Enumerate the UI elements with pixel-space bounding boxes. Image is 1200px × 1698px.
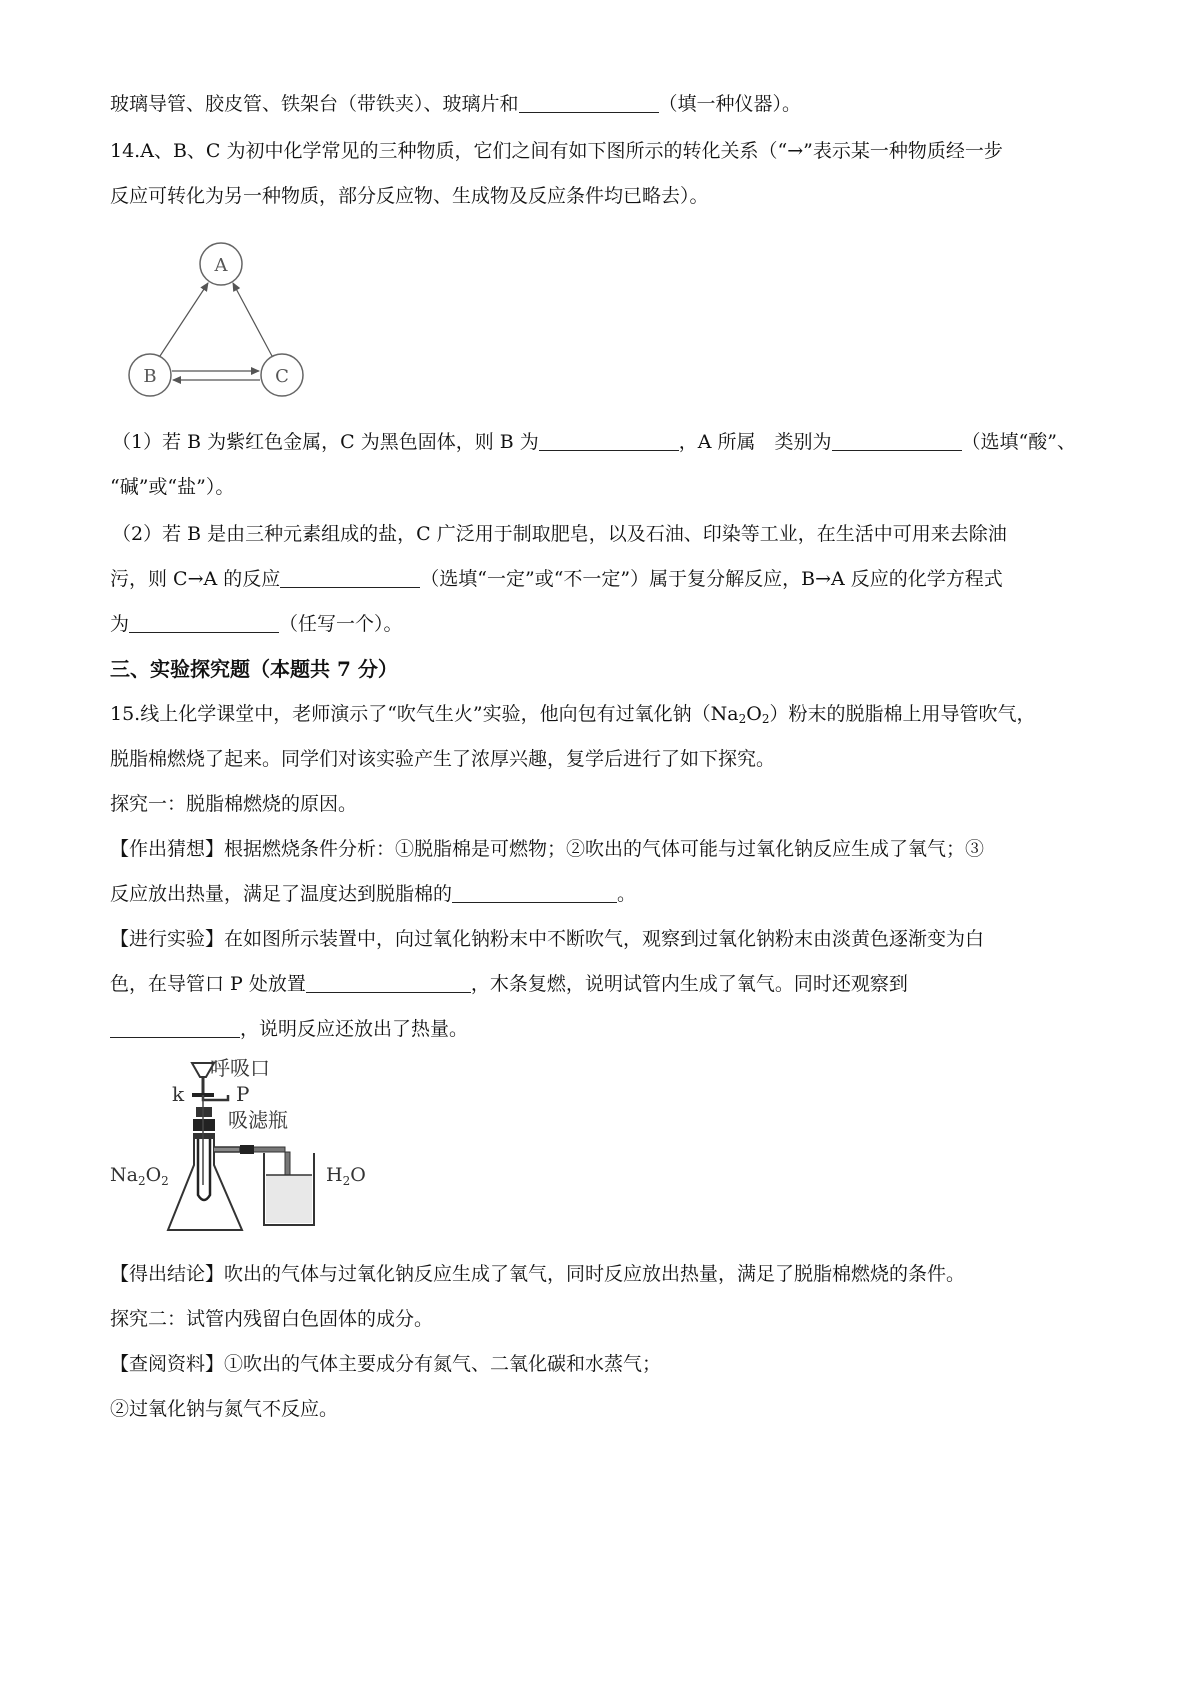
node-a (200, 243, 242, 285)
node-c-label: C (275, 366, 289, 387)
arrow-b-to-a (160, 283, 208, 356)
q14-intro-line1: 14.A、B、C 为初中化学常见的三种物质，它们之间有如下图所示的转化关系（“→”表示某一种物质经一步 (110, 140, 1003, 162)
node-b-label: B (143, 366, 157, 387)
answer-blank[interactable] (306, 972, 471, 993)
flask-neck (193, 1133, 215, 1139)
q15-intro-line1 (110, 700, 1100, 733)
q14-part1-line2: “碱”或“盐”）。 (110, 476, 235, 498)
q15-intro-post: ）粉末的脱脂棉上用导管吹气， (769, 703, 1036, 725)
q13-text-pre: 玻璃导管、胶皮管、铁架台（带铁夹）、玻璃片和 (110, 93, 519, 115)
q15-exp-line1: 【进行实验】在如图所示装置中，向过氧化钠粉末中不断吹气，观察到过氧化钠粉末由淡黄色逐渐变为白 (110, 928, 985, 950)
abc-conversion-diagram (118, 238, 318, 408)
q15-intro-line2: 脱脂棉燃烧了起来。同学们对该实验产生了浓厚兴趣，复学后进行了如下探究。 (110, 748, 776, 770)
q15-explore2: 探究二：试管内残留白色固体的成分。 (110, 1308, 434, 1330)
apparatus-diagram (110, 1055, 410, 1240)
label-na2o2: $Na_2O_2$ (110, 1164, 169, 1188)
q15-exp-line2 (110, 970, 1100, 998)
label-flask: 吸滤瓶 (228, 1108, 288, 1132)
answer-blank[interactable] (539, 430, 679, 451)
formula-o: O (746, 703, 762, 725)
section-heading: 三、实验探究题（本题共 7 分） (110, 657, 398, 681)
label-water: $H_2O$ (326, 1164, 366, 1188)
q15-guess-line1: 【作出猜想】根据燃烧条件分析：①脱脂棉是可燃物；②吹出的气体可能与过氧化钠反应生成了氧气；③ (110, 838, 985, 860)
q15-exp-pre: 色，在导管口 P 处放置 (110, 973, 306, 995)
q15-intro-pre: 15.线上化学课堂中，老师演示了“吹气生火”实验，他向包有过氧化钠（Na (110, 703, 739, 725)
node-c (261, 354, 303, 396)
test-tube-stopper (196, 1107, 212, 1117)
label-mouthpiece: 呼吸口 (210, 1056, 270, 1080)
formula-subscript: 2 (761, 712, 770, 726)
q14-intro-line2: 反应可转化为另一种物质，部分反应物、生成物及反应条件均已略去）。 (110, 185, 709, 207)
q14-p1-post: （选填“酸”、 (961, 431, 1076, 453)
rubber-connector (240, 1145, 254, 1154)
flask-stopper (193, 1119, 215, 1131)
answer-blank[interactable] (129, 612, 279, 633)
answer-blank[interactable] (280, 567, 420, 588)
q14-part1-line1 (112, 428, 1102, 456)
q14-part2-line2 (110, 565, 1100, 593)
q15-ref2: ②过氧化钠与氮气不反应。 (110, 1398, 339, 1420)
answer-blank[interactable] (519, 92, 659, 113)
q15-exp3-post: ，说明反应还放出了热量。 (240, 1018, 469, 1040)
q15-exp-line3 (110, 1015, 1100, 1043)
q15-conclusion: 【得出结论】吹出的气体与过氧化钠反应生成了氧气，同时反应放出热量，满足了脱脂棉燃烧的条件。 (110, 1263, 966, 1285)
label-k: k (172, 1082, 185, 1106)
arrow-c-to-a (233, 283, 272, 356)
node-a-label: A (214, 255, 228, 276)
q13-tail-line (110, 90, 1100, 118)
q15-guess-pre: 反应放出热量，满足了温度达到脱脂棉的 (110, 883, 453, 905)
q15-exp-post: ，木条复燃，说明试管内生成了氧气。同时还观察到 (470, 973, 908, 995)
q13-text-post: （填一种仪器）。 (658, 93, 802, 115)
q15-guess-line2 (110, 880, 1100, 908)
answer-blank[interactable] (832, 430, 962, 451)
q14-p2-pre: 污，则 C→A 的反应 (110, 568, 281, 590)
answer-blank[interactable] (110, 1017, 240, 1038)
flask-side-arm (214, 1147, 240, 1152)
node-b (129, 354, 171, 396)
q14-part2-line3 (110, 610, 1100, 638)
q14-p1-pre: （1）若 B 为紫红色金属，C 为黑色固体，则 B 为 (112, 431, 539, 453)
answer-blank[interactable] (452, 882, 617, 903)
test-tube (198, 1139, 210, 1200)
q14-p2-post: （选填“一定”或“不一定”）属于复分解反应，B→A 反应的化学方程式 (420, 568, 1003, 590)
q14-p2-l3-pre: 为 (110, 613, 130, 635)
q14-p1-mid: ，A 所属 类别为 (678, 431, 832, 453)
q15-guess-post: 。 (617, 883, 637, 905)
q14-p2-l3-post: （任写一个）。 (279, 613, 403, 635)
q14-part2-line1: （2）若 B 是由三种元素组成的盐，C 广泛用于制取肥皂，以及石油、印染等工业，在生活中可用来去除油 (112, 523, 1007, 545)
label-p: P (236, 1082, 250, 1106)
q15-ref1: 【查阅资料】①吹出的气体主要成分有氮气、二氧化碳和水蒸气； (110, 1353, 662, 1375)
beaker-water (266, 1175, 312, 1223)
formula-subscript: 2 (738, 712, 747, 726)
q15-explore1: 探究一：脱脂棉燃烧的原因。 (110, 793, 358, 815)
